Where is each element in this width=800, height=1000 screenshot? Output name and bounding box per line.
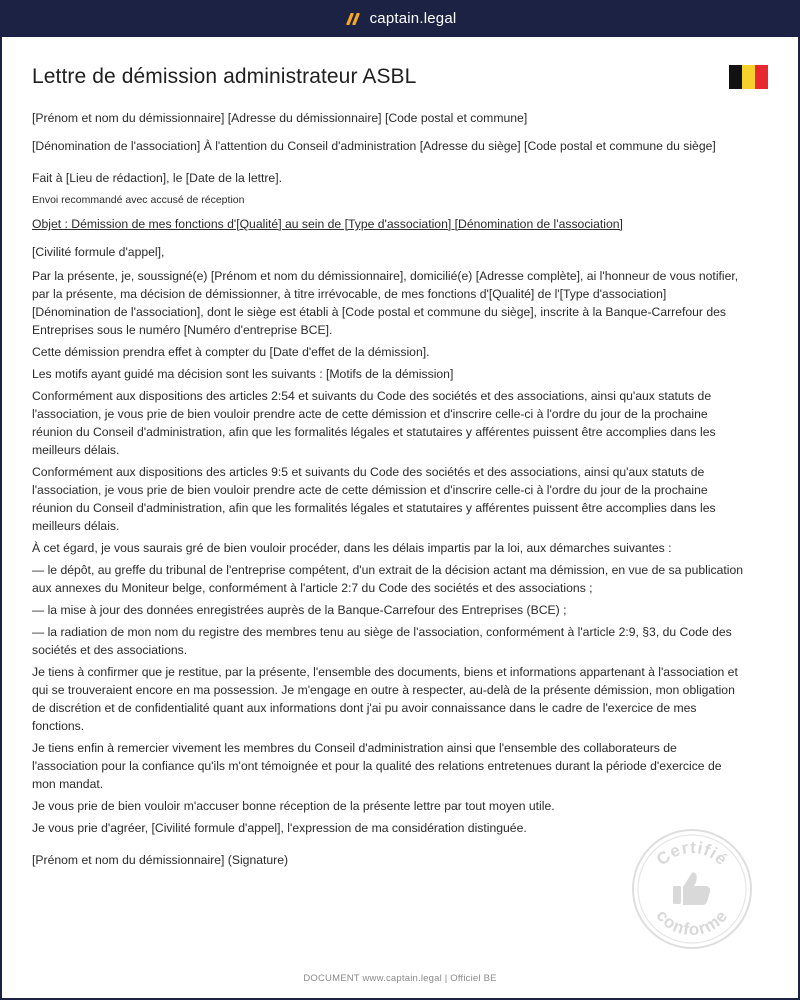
sender-block: [Prénom et nom du démissionnaire] [Adresse du démissionnaire] [Code postal et commune] [32,111,528,125]
closing-formula: Je vous prie d'agréer, [Civilité formule d'appel], l'expression de ma considération distinguée. [32,821,527,835]
brand-name[interactable]: captain.legal [369,10,457,27]
list-item: — le dépôt, au greffe du tribunal de l'entreprise compétent, d'un extrait de la décision actant ma démission, en vue de sa publication aux annexes du Moniteur belge, conformément à l'article 2:7 du Code des sociétés et des associations ; [32,563,744,595]
thumbs-up-icon [673,872,710,905]
letter-body [32,109,744,873]
document-sheet [2,37,798,998]
signature-line: [Prénom et nom du démissionnaire] (Signature) [32,853,289,867]
list-item: — la mise à jour des données enregistrées auprès de la Banque-Carrefour des Entreprises (BCE) ; [32,603,567,617]
delivery-mode: Envoi recommandé avec accusé de réception [32,194,245,206]
svg-text:conforme [652,906,731,939]
paragraph-notification: Par la présente, je, soussigné(e) [Prénom et nom du démissionnaire], domicilié(e) [Adresse complète], ai l'honneur de vous notifier, par la présente, ma décision de démissionner, à titre irrévocable, de mes fonctions d'[Qualité] de l'[Type d'association] [Dénomination de l'association], dont le siège est établi à [Code postal et commune du siège], inscrite à la Banque-Carrefour des Entreprises sous le numéro [Numéro d'entreprise BCE]. [32,269,739,337]
paragraph-restitution: Je tiens à confirmer que je restitue, par la présente, l'ensemble des documents, biens et informations appartenant à l'association et qui se trouveraient encore en ma possession. Je m'engage en outre à respecter, au-delà de la présente démission, mon obligation de discrétion et de confidentialité quant aux informations dont j'ai pu avoir connaissance dans le cadre de l'exercice de mes fonctions. [32,665,738,733]
paragraph-legal-9-5: Conformément aux dispositions des articles 9:5 et suivants du Code des sociétés et des associations, ainsi qu'aux statuts de l'association, je vous prie de bien vouloir prendre acte de cette démission et d'inscrire celle-ci à l'ordre du jour de la prochaine réunion du Conseil d'administration, afin que les formalités légales et statutaires y afférentes puissent être accomplies dans les meilleurs délais. [32,465,716,533]
subject-line: Objet : Démission de mes fonctions d'[Qualité] au sein de [Type d'association] [Dénomination de l'association] [32,217,623,231]
paragraph-reasons: Les motifs ayant guidé ma décision sont les suivants : [Motifs de la démission] [32,367,454,381]
paragraph-effective-date: Cette démission prendra effet à compter du [Date d'effet de la démission]. [32,345,430,359]
certified-stamp-watermark [630,827,754,951]
stamp-top-text: Certifié [652,837,732,870]
paragraph-legal-2-54: Conformément aux dispositions des articles 2:54 et suivants du Code des sociétés et des associations, ainsi qu'aux statuts de l'association, je vous prie de bien vouloir prendre acte de cette démission et d'inscrire celle-ci à l'ordre du jour de la prochaine réunion du Conseil d'administration, afin que les formalités légales et statutaires y afférentes puissent être accomplies dans les meilleurs délais. [32,389,716,457]
document-footer: DOCUMENT www.captain.legal | Officiel BE [303,973,497,984]
salutation: [Civilité formule d'appel], [32,245,165,259]
paragraph-steps-intro: À cet égard, je vous saurais gré de bien vouloir procéder, dans les délais impartis par la loi, aux démarches suivantes : [32,541,672,555]
double-slash-logo-icon [344,13,362,25]
recipient-block: [Dénomination de l'association] À l'attention du Conseil d'administration [Adresse du siège] [Code postal et commune du siège] [32,139,716,153]
place-date: Fait à [Lieu de rédaction], le [Date de la lettre]. [32,171,282,185]
paragraph-thanks: Je tiens enfin à remercier vivement les membres du Conseil d'administration ainsi que l'ensemble des collaborateurs de l'association pour la confiance qu'ils m'ont témoignée et pour la qualité des relations entretenues durant la période d'exercice de mon mandat. [32,741,722,791]
page-title: Lettre de démission administrateur ASBL [32,65,417,88]
list-item: — la radiation de mon nom du registre des membres tenu au siège de l'association, conformément à l'article 2:9, §3, du Code des sociétés et des associations. [32,625,732,657]
belgium-flag-icon [729,65,768,89]
top-bar [0,0,800,37]
stamp-bottom-text: conforme [652,906,732,940]
paragraph-acknowledgement: Je vous prie de bien vouloir m'accuser bonne réception de la présente lettre par tout moyen utile. [32,799,555,813]
